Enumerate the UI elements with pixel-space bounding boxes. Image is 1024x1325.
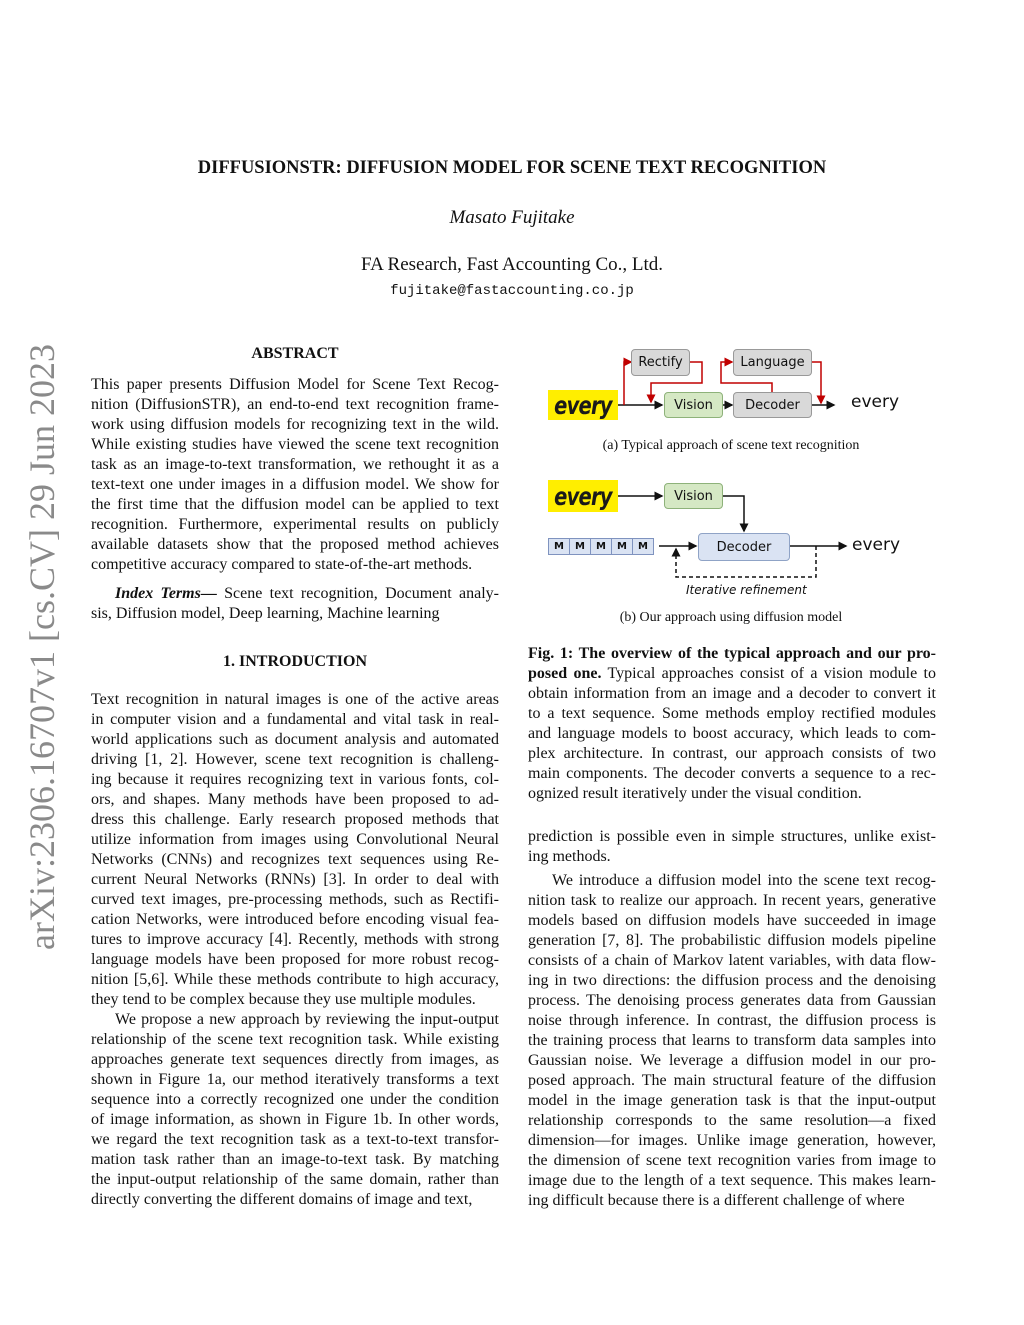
text-line: ing because it requires recognizing text in various fonts, col- bbox=[91, 771, 499, 788]
text-line: competitive accuracy compared to state-of-the-art methods. bbox=[91, 556, 473, 573]
text-line: We propose a new approach by reviewing the input-output bbox=[115, 1011, 499, 1028]
text-line: to a text sequence. Some methods employ rectified modules bbox=[528, 705, 936, 722]
text-line: the dimension of scene text recognition varies from image to bbox=[528, 1152, 936, 1169]
abstract-heading: ABSTRACT bbox=[251, 345, 339, 362]
text-line: of image information, as shown in Figure 1b. In other words, bbox=[91, 1111, 499, 1128]
affiliation: FA Research, Fast Accounting Co., Ltd. bbox=[360, 254, 664, 275]
text-line: utilize information from images using Convolutional Neural bbox=[91, 831, 499, 848]
index-terms-line: sis, Diffusion model, Deep learning, Machine learning bbox=[91, 605, 440, 622]
iterative-refinement-label: Iterative refinement bbox=[686, 583, 807, 597]
text-line: relationship corresponds to the same resolution—a fixed bbox=[528, 1112, 936, 1129]
subcaption-a: (a) Typical approach of scene text recognition bbox=[602, 438, 860, 453]
input-word-image-b: every bbox=[548, 480, 618, 512]
text-line: dimension—for images. Unlike image generation, however, bbox=[528, 1132, 936, 1149]
arxiv-identifier: arXiv:2306.16707v1 [cs.CV] 29 Jun 2023 bbox=[22, 344, 62, 950]
caption-body bbox=[528, 684, 936, 804]
caption-bold-text: : The overview of the typical approach and our pro- bbox=[567, 645, 937, 662]
text-line: prediction is possible even in simple structures, unlike exist- bbox=[528, 828, 936, 845]
text-line: This paper presents Diffusion Model for Scene Text Recog- bbox=[91, 376, 499, 393]
text-line: curved text images, pre-processing methods, such as Rectifi- bbox=[91, 891, 499, 908]
text-line: consists of a chain of Markov latent variables, with data flow- bbox=[528, 952, 936, 969]
caption-bold-end: posed one. bbox=[528, 665, 602, 682]
text-line: We introduce a diffusion model into the scene text recog- bbox=[552, 872, 936, 889]
index-terms-label: Index Terms— bbox=[115, 585, 217, 602]
text-line: process. The denoising process generates data from Gaussian bbox=[528, 992, 936, 1009]
text-line: ing difficult because there is a different challenge of where bbox=[528, 1192, 905, 1209]
caption-text: Typical approaches consist of a vision module to bbox=[601, 665, 937, 682]
intro-continued bbox=[528, 827, 936, 1211]
text-line: world applications such as document analysis and automated bbox=[91, 731, 499, 748]
paper-title: DIFFUSIONSTR: DIFFUSION MODEL FOR SCENE TEXT RECOGNITION bbox=[197, 158, 827, 178]
text-line: the input-output relationship of the same domain, rather than bbox=[91, 1171, 499, 1188]
caption-line bbox=[528, 644, 936, 664]
text-line: main components. The decoder converts a sequence to a rec- bbox=[528, 765, 936, 782]
text-line: ors, and shapes. Many methods have been proposed to ad- bbox=[91, 791, 499, 808]
mask-token: M bbox=[548, 538, 570, 555]
text-line: recognition. Furthermore, experimental results on publicly bbox=[91, 516, 499, 533]
text-line: cation Networks, were introduced before encoding visual fea- bbox=[91, 911, 499, 928]
output-word-a: every bbox=[851, 392, 900, 412]
text-line: directly converting the different domains of image and text, bbox=[91, 1191, 473, 1208]
text-line: in computer vision and a fundamental and vital task in real- bbox=[91, 711, 499, 728]
text-line: the training process that learns to transform data samples into bbox=[528, 1032, 936, 1049]
text-line: Text recognition in natural images is one of the active areas bbox=[91, 691, 499, 708]
mask-token: M bbox=[632, 538, 654, 555]
text-line: image due to the length of a text sequence. This makes learn- bbox=[528, 1172, 936, 1189]
subcaption-b: (b) Our approach using diffusion model bbox=[619, 610, 843, 625]
intro-paragraph-3 bbox=[528, 827, 936, 867]
mask-token: M bbox=[611, 538, 633, 555]
decoder-module-b: Decoder bbox=[698, 533, 790, 561]
text-line: generation [7, 8]. The probabilistic diffusion models pipeline bbox=[528, 932, 936, 949]
text-line: posed approach. The main structural feature of the diffusion bbox=[528, 1072, 936, 1089]
input-word-image-a: every bbox=[548, 390, 618, 420]
text-line: we regard the text recognition task as a text-to-text transfor- bbox=[91, 1131, 499, 1148]
introduction-heading: 1. INTRODUCTION bbox=[222, 653, 367, 670]
language-module: Language bbox=[733, 349, 812, 376]
text-line: relationship of the scene text recognition task. While existing bbox=[91, 1031, 499, 1048]
decoder-module-a: Decoder bbox=[733, 392, 812, 418]
text-line: the first time that the diffusion model can be applied to text bbox=[91, 496, 499, 513]
text-line: While existing studies have viewed the scene text recognition bbox=[91, 436, 499, 453]
vision-module-a: Vision bbox=[664, 392, 723, 418]
text-line: they tend to be complex because they use multiple modules. bbox=[91, 991, 476, 1008]
text-line: task as an image-to-text transformation, we rethought it as a bbox=[91, 456, 499, 473]
figure-caption bbox=[528, 644, 936, 804]
text-line: work using diffusion models for recognizing text in the wild. bbox=[91, 416, 499, 433]
text-line: driving [1, 2]. However, scene text recognition is challeng- bbox=[91, 751, 499, 768]
text-line: available datasets show that the proposed method achieves bbox=[91, 536, 499, 553]
text-line: text-text one under images in a diffusion model. We show for bbox=[91, 476, 499, 493]
text-line: obtain information from an image and a decoder to convert it bbox=[528, 685, 936, 702]
mask-token: M bbox=[590, 538, 612, 555]
intro-paragraph-4 bbox=[528, 871, 936, 1211]
vision-module-b: Vision bbox=[664, 483, 723, 509]
text-line: shown in Figure 1a, our method iteratively transforms a text bbox=[91, 1071, 499, 1088]
text-line: nition [5,6]. While these methods contribute to high accuracy, bbox=[91, 971, 499, 988]
text-line: plex architecture. In contrast, our approach consists of two bbox=[528, 745, 936, 762]
rectify-module: Rectify bbox=[631, 349, 690, 376]
text-line: models based on diffusion models have succeeded in image bbox=[528, 912, 936, 929]
text-line: ing methods. bbox=[528, 848, 611, 865]
text-line: current Neural Networks (RNNs) [3]. In order to deal with bbox=[91, 871, 499, 888]
text-line: mation task rather than an image-to-text task. By matching bbox=[91, 1151, 499, 1168]
text-line: sequence into a correctly recognized one under the condition bbox=[91, 1091, 499, 1108]
output-word-b: every bbox=[852, 535, 901, 555]
text-line: nition task to realize our approach. In recent years, generative bbox=[528, 892, 936, 909]
text-line: tures to improve accuracy [4]. Recently, methods with strong bbox=[91, 931, 499, 948]
text-line: ing in two directions: the diffusion process and the denoising bbox=[528, 972, 936, 989]
text-line: approaches generate text sequences directly from images, as bbox=[91, 1051, 499, 1068]
email: fujitake@fastaccounting.co.jp bbox=[390, 283, 634, 299]
text-line: noise through inference. In contrast, the diffusion process is bbox=[528, 1012, 936, 1029]
text-line: ognized result iteratively under the visual condition. bbox=[528, 785, 862, 802]
text-line: Networks (CNNs) and recognizes text sequences using Re- bbox=[91, 851, 499, 868]
caption-line bbox=[528, 664, 936, 684]
text-line: model in the image generation task is that the input-output bbox=[528, 1092, 936, 1109]
index-terms-text: Scene text recognition, Document analy- bbox=[216, 585, 499, 602]
text-line: language models have been proposed for more robust recog- bbox=[91, 951, 499, 968]
mask-token: M bbox=[569, 538, 591, 555]
text-line: and language models to boost accuracy, which leads to com- bbox=[528, 725, 936, 742]
mask-token-sequence bbox=[548, 538, 653, 555]
text-line: dress this challenge. Early research proposed methods that bbox=[91, 811, 499, 828]
caption-label: Fig. 1 bbox=[528, 645, 568, 662]
text-line: Gaussian noise. We leverage a diffusion model in our pro- bbox=[528, 1052, 936, 1069]
text-line: nition (DiffusionSTR), an end-to-end text recognition frame- bbox=[91, 396, 499, 413]
author: Masato Fujitake bbox=[449, 207, 575, 228]
